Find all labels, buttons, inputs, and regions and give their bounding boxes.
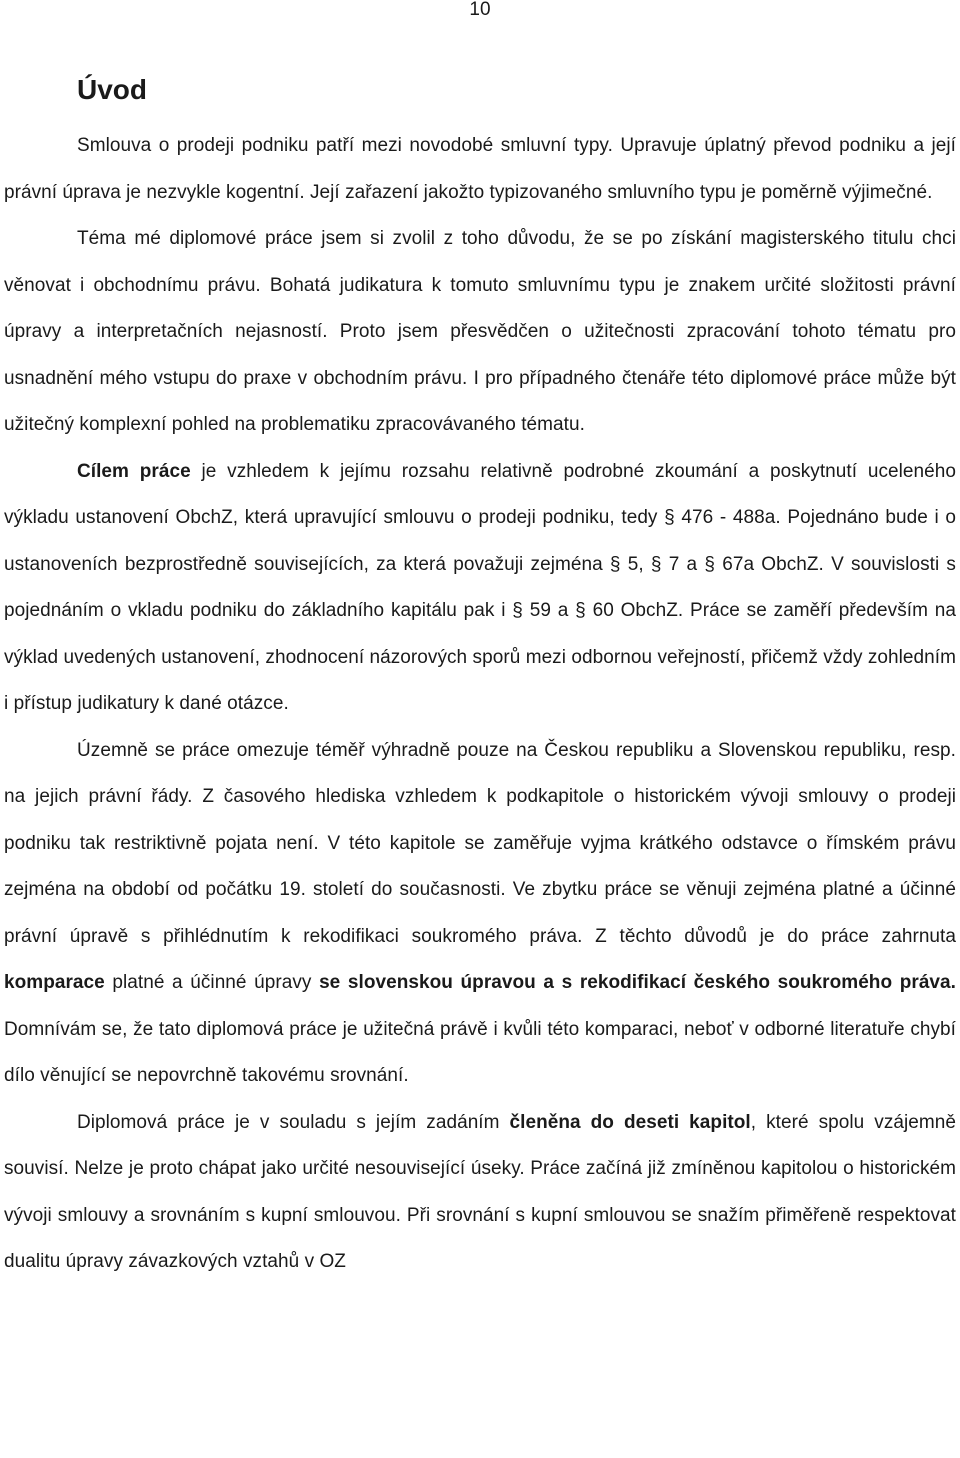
paragraph-topic-choice: Téma mé diplomové práce jsem si zvolil z toho důvodu, že se po získání magisterského titulu chci věnovat i obchodnímu právu. Bohatá judikatura k tomuto smluvnímu typu je znakem určité složitosti právní úpravy a interpretačních nejasností. Proto jsem přesvědčen o užitečnosti zpracování tohoto tématu pro usnadnění mého vstupu do praxe v obchodním právu. I pro případného čtenáře této diplomové práce může být užitečný komplexní pohled na problematiku zpracovávaného tématu.: [4, 228, 956, 435]
scope-text-d: Domnívám se, že tato diplomová práce je užitečná právě i kvůli této komparaci, neboť v odborné literatuře chybí dílo věnující se nepovrchně takovému srovnání.: [4, 1018, 956, 1086]
structure-emphasis: členěna do deseti kapitol: [509, 1111, 751, 1133]
paragraph-intro: Smlouva o prodeji podniku patří mezi novodobé smluvní typy. Upravuje úplatný převod podniku a její právní úprava je nezvykle kogentní. Její zařazení jakožto typizovaného smluvního typu je poměrně výjimečné.: [4, 135, 956, 203]
scope-text-c: platné a účinné úpravy: [104, 972, 320, 993]
paragraph-scope: [4, 728, 956, 1100]
paragraph-structure: [4, 1100, 956, 1286]
scope-emphasis-slovak: se slovenskou úpravou a s rekodifikací českého soukromého práva.: [319, 972, 956, 993]
section-heading: Úvod: [77, 74, 147, 105]
page-number: 10: [469, 0, 491, 20]
scope-emphasis-comparison: komparace: [4, 972, 105, 993]
aim-text: je vzhledem k jejímu rozsahu relativně podrobné zkoumání a poskytnutí uceleného výkladu ustanovení ObchZ, která upravující smlouvu o prodeji podniku, tedy § 476 - 488a. Pojednáno bude i o ustanoveních bezprostředně souvisejících, za která považuji zejména § 5, § 7 a § 67a ObchZ. V souvislosti s pojednáním o vkladu podniku do základního kapitálu pak i § 59 a § 60 ObchZ. Práce se zaměří především na výklad uvedených ustanovení, zhodnocení názorových sporů mezi odbornou veřejností, přičemž vždy zohledním i přístup judikatury k dané otázce.: [4, 460, 956, 714]
structure-text-a: Diplomová práce je v souladu s jejím zadáním: [77, 1111, 510, 1133]
aim-emphasis: Cílem práce: [77, 460, 191, 482]
paragraph-aim: [4, 449, 956, 728]
scope-text-a: Územně se práce omezuje téměř výhradně pouze na Českou republiku a Slovenskou republiku, resp. na jejich právní řády. Z časového hlediska vzhledem k podkapitole o historickém vývoji smlouvy o prodeji podniku tak restriktivně pojata není. V této kapitole se zaměřuje vyjma krátkého odstavce o římském právu zejména na období od počátku 19. století do současnosti. Ve zbytku práce se věnuji zejména platné a účinné právní úpravě s přihlédnutím k rekodifikaci soukromého práva. Z těchto důvodů je do práce zahrnuta: [4, 739, 956, 947]
body-text: [4, 123, 956, 1286]
structure-text-c: , které spolu vzájemně souvisí. Nelze je proto chápat jako určité nesouvisející úseky. Práce začíná již zmíněnou kapitolou o historickém vývoji smlouvy a srovnáním s kupní smlouvou. Při srovnání s kupní smlouvou se snažím přiměřeně respektovat dualitu úpravy závazkových vztahů v OZ: [4, 1111, 956, 1272]
